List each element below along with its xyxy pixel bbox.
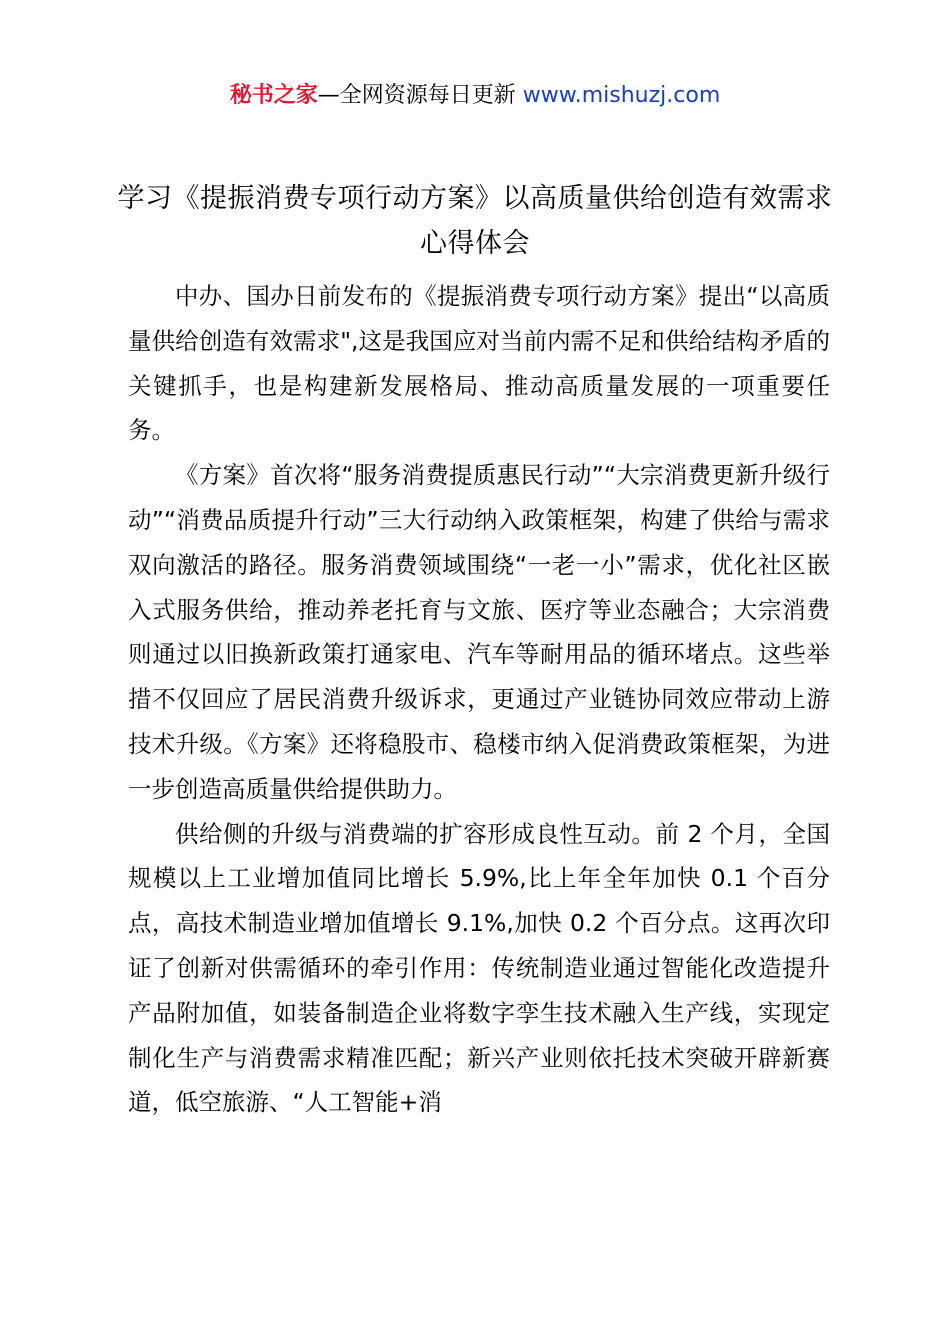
document-title: 学习《提振消费专项行动方案》以高质量供给创造有效需求心得体会 [117,183,833,259]
site-brand: 秘书之家 [229,83,318,108]
site-header [0,80,950,112]
site-slogan: —全网资源每日更新 [317,83,523,108]
document-body [128,274,830,1125]
paragraph: 《方案》首次将“服务消费提质惠民行动”“大宗消费更新升级行动”“消费品质提升行动”三大行动纳入政策框架，构建了供给与需求双向激活的路径。服务消费领域围绕“一老一小”需求，优化社区嵌入式服务供给，推动养老托育与文旅、医疗等业态融合；大宗消费则通过以旧换新政策打通家电、汽车等耐用品的循环堵点。这些举措不仅回应了居民消费升级诉求，更通过产业链协同效应带动上游技术升级。《方案》还将稳股市、稳楼市纳入促消费政策框架，为进一步创造高质量供给提供助力。 [128,461,830,803]
site-url: www.mishuzj.com [522,83,721,108]
paragraph: 供给侧的升级与消费端的扩容形成良性互动。前 2 个月，全国规模以上工业增加值同比增长 5.9%,比上年全年加快 0.1 个百分点，高技术制造业增加值增长 9.1%,加快 0.2 个百分点。这再次印证了创新对供需循环的牵引作用：传统制造业通过智能化改造提升产品附加值，如装备制造企业将数字孪生技术融入生产线，实现定制化生产与消费需求精准匹配；新兴产业则依托技术突破开辟新赛道，低空旅游、“人工智能+消 [128,819,830,1117]
paragraph: 中办、国办日前发布的《提振消费专项行动方案》提出“以高质量供给创造有效需求",这是我国应对当前内需不足和供给结构矛盾的关键抓手，也是构建新发展格局、推动高质量发展的一项重要任务。 [128,282,830,445]
